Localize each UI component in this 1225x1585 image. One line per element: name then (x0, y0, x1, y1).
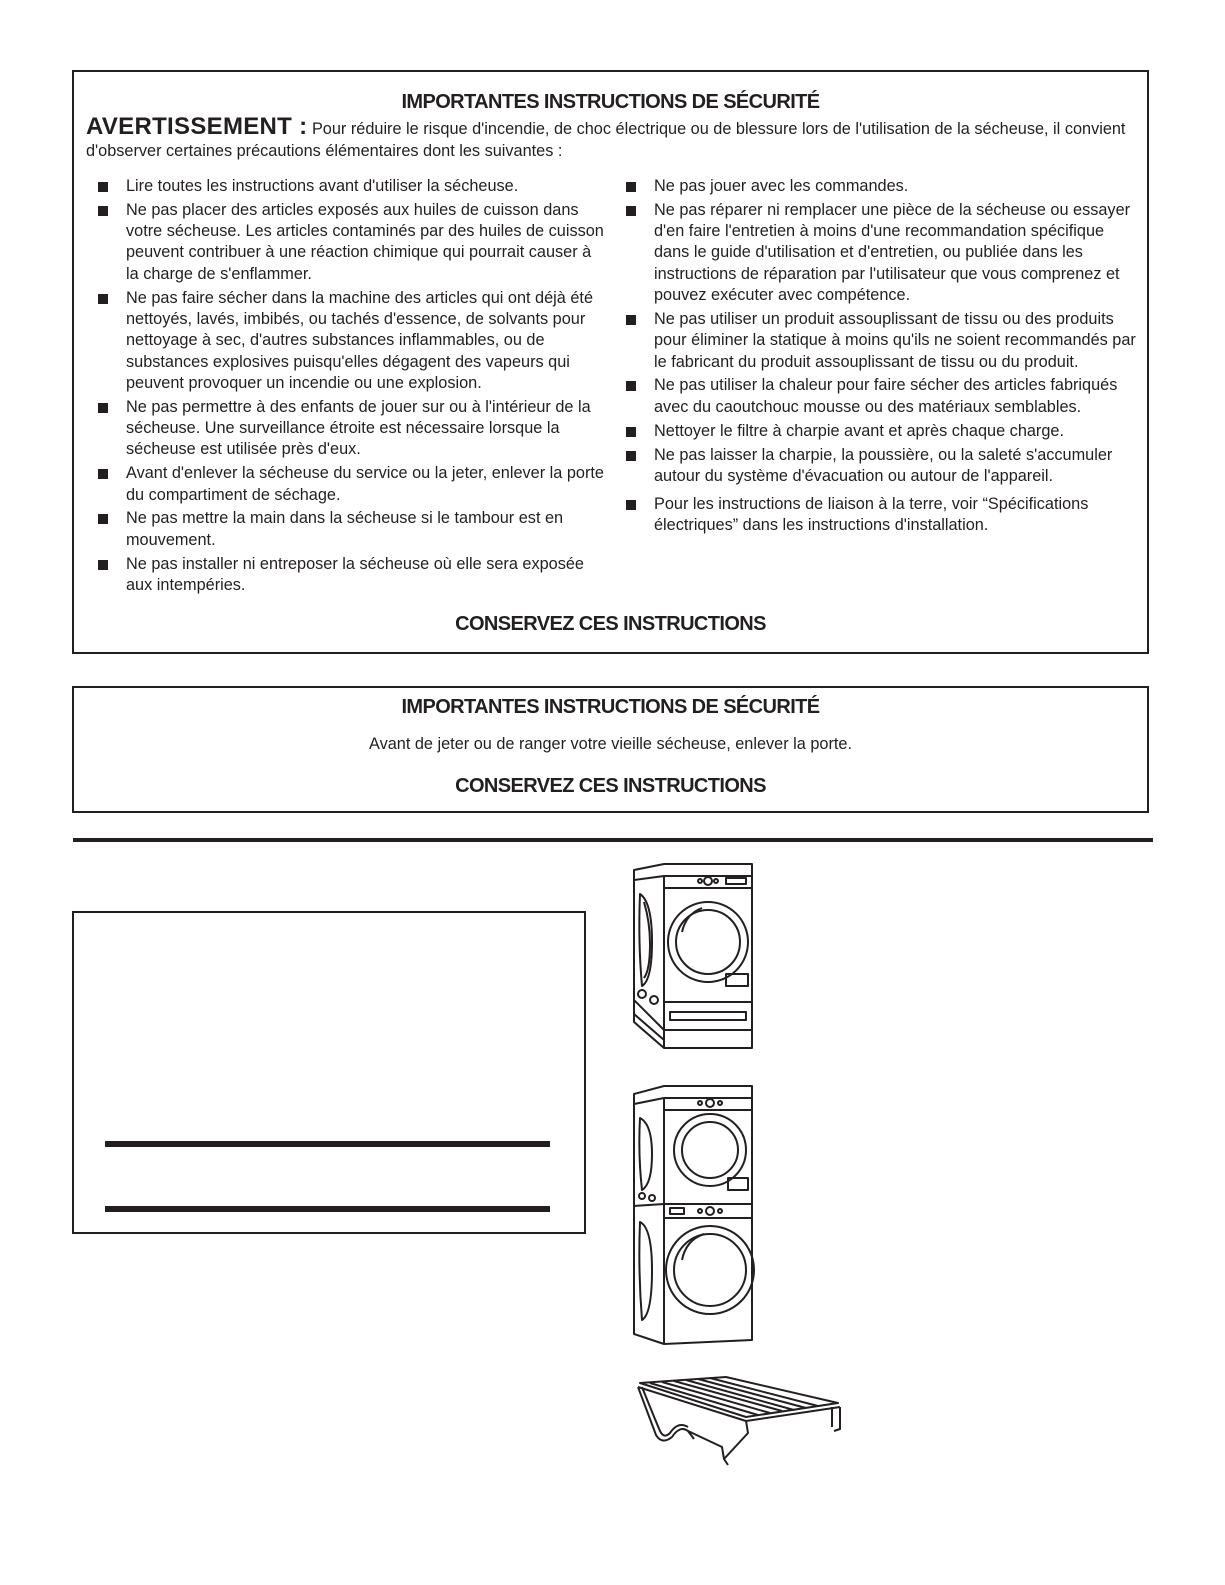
disposal-heading: IMPORTANTES INSTRUCTIONS DE SÉCURITÉ (401, 696, 820, 718)
list-item: Ne pas faire sécher dans la machine des articles qui ont déjà été nettoyés, lavés, imbibés, ou tachés d'essence, de solvants pour nettoyage à sec, d'autres substances inflammables, ou de substances explosives puisqu'elles dégagent des vapeurs qui peuvent provoquer un incendie ou une explosion. (94, 288, 604, 394)
bullet-square-icon (626, 427, 636, 437)
list-item: Ne pas réparer ni remplacer une pièce de la sécheuse ou essayer d'en faire l'entretien à moins d'une recommandation spécifique dans le guide d'utilisation et d'entretien, ou publiée dans les instructions de réparation par l'utilisateur que vous comprenez et pouvez exécuter avec compétence. (622, 200, 1142, 306)
rule-bar-bottom (105, 1206, 550, 1212)
safety-instructions-box (72, 70, 1149, 654)
disposal-footer: CONSERVEZ CES INSTRUCTIONS (455, 775, 766, 797)
rule-bar-top (105, 1141, 550, 1147)
list-item: Pour les instructions de liaison à la terre, voir “Spécifications électriques” dans les instructions d'installation. (622, 494, 1142, 537)
list-item: Ne pas placer des articles exposés aux huiles de cuisson dans votre sécheuse. Les articles contaminés par des huiles de cuisson peuvent contribuer à une réaction chimique qui pourrait causer à la charge de s'enflammer. (94, 200, 604, 285)
bullet-square-icon (626, 451, 636, 461)
bullet-square-icon (98, 182, 108, 192)
list-item: Avant d'enlever la sécheuse du service ou la jeter, enlever la porte du compartiment de séchage. (94, 463, 604, 506)
left-instruction-list (94, 176, 604, 599)
bullet-square-icon (626, 206, 636, 216)
bullet-square-icon (98, 294, 108, 304)
list-item: Ne pas permettre à des enfants de jouer sur ou à l'intérieur de la sécheuse. Une surveillance étroite est nécessaire lorsque la sécheuse est utilisée près d'eux. (94, 397, 604, 461)
bullet-square-icon (98, 469, 108, 479)
blank-info-box (72, 911, 586, 1234)
safety-heading: IMPORTANTES INSTRUCTIONS DE SÉCURITÉ (401, 91, 820, 113)
bullet-square-icon (98, 560, 108, 570)
bullet-square-icon (626, 315, 636, 325)
list-item: Ne pas installer ni entreposer la sécheuse où elle sera exposée aux intempéries. (94, 554, 604, 597)
list-item: Ne pas mettre la main dans la sécheuse si le tambour est en mouvement. (94, 508, 604, 551)
disposal-instructions-box (72, 686, 1149, 813)
drying-rack-icon (636, 1373, 846, 1469)
safety-footer: CONSERVEZ CES INSTRUCTIONS (455, 613, 766, 635)
warning-paragraph (86, 113, 1136, 162)
list-item: Ne pas jouer avec les commandes. (622, 176, 1142, 197)
bullet-square-icon (626, 182, 636, 192)
bullet-square-icon (98, 514, 108, 524)
disposal-text: Avant de jeter ou de ranger votre vieille sécheuse, enlever la porte. (369, 735, 852, 753)
warning-text: Pour réduire le risque d'incendie, de choc électrique ou de blessure lors de l'utilisation de la sécheuse, il convient d'observer certaines précautions élémentaires dont les suivantes : (86, 120, 1126, 160)
list-item: Lire toutes les instructions avant d'utiliser la sécheuse. (94, 176, 604, 197)
stacked-washer-dryer-icon (630, 1084, 760, 1346)
bullet-square-icon (626, 381, 636, 391)
list-item: Nettoyer le filtre à charpie avant et après chaque charge. (622, 421, 1142, 442)
bullet-square-icon (98, 206, 108, 216)
warning-label: AVERTISSEMENT : (86, 113, 308, 140)
bullet-square-icon (98, 403, 108, 413)
list-item: Ne pas utiliser la chaleur pour faire sécher des articles fabriqués avec du caoutchouc mousse ou des matériaux semblables. (622, 375, 1142, 418)
right-instruction-list (622, 176, 1142, 539)
section-divider (73, 838, 1153, 842)
list-item: Ne pas utiliser un produit assouplissant de tissu ou des produits pour éliminer la statique à moins qu'ils ne soient recommandés par le fabricant du produit assouplissant de tissu ou du produit. (622, 309, 1142, 373)
dryer-on-pedestal-icon (630, 862, 760, 1052)
bullet-square-icon (626, 500, 636, 510)
list-item: Ne pas laisser la charpie, la poussière, ou la saleté s'accumuler autour du système d'évacuation ou autour de l'appareil. (622, 445, 1142, 488)
